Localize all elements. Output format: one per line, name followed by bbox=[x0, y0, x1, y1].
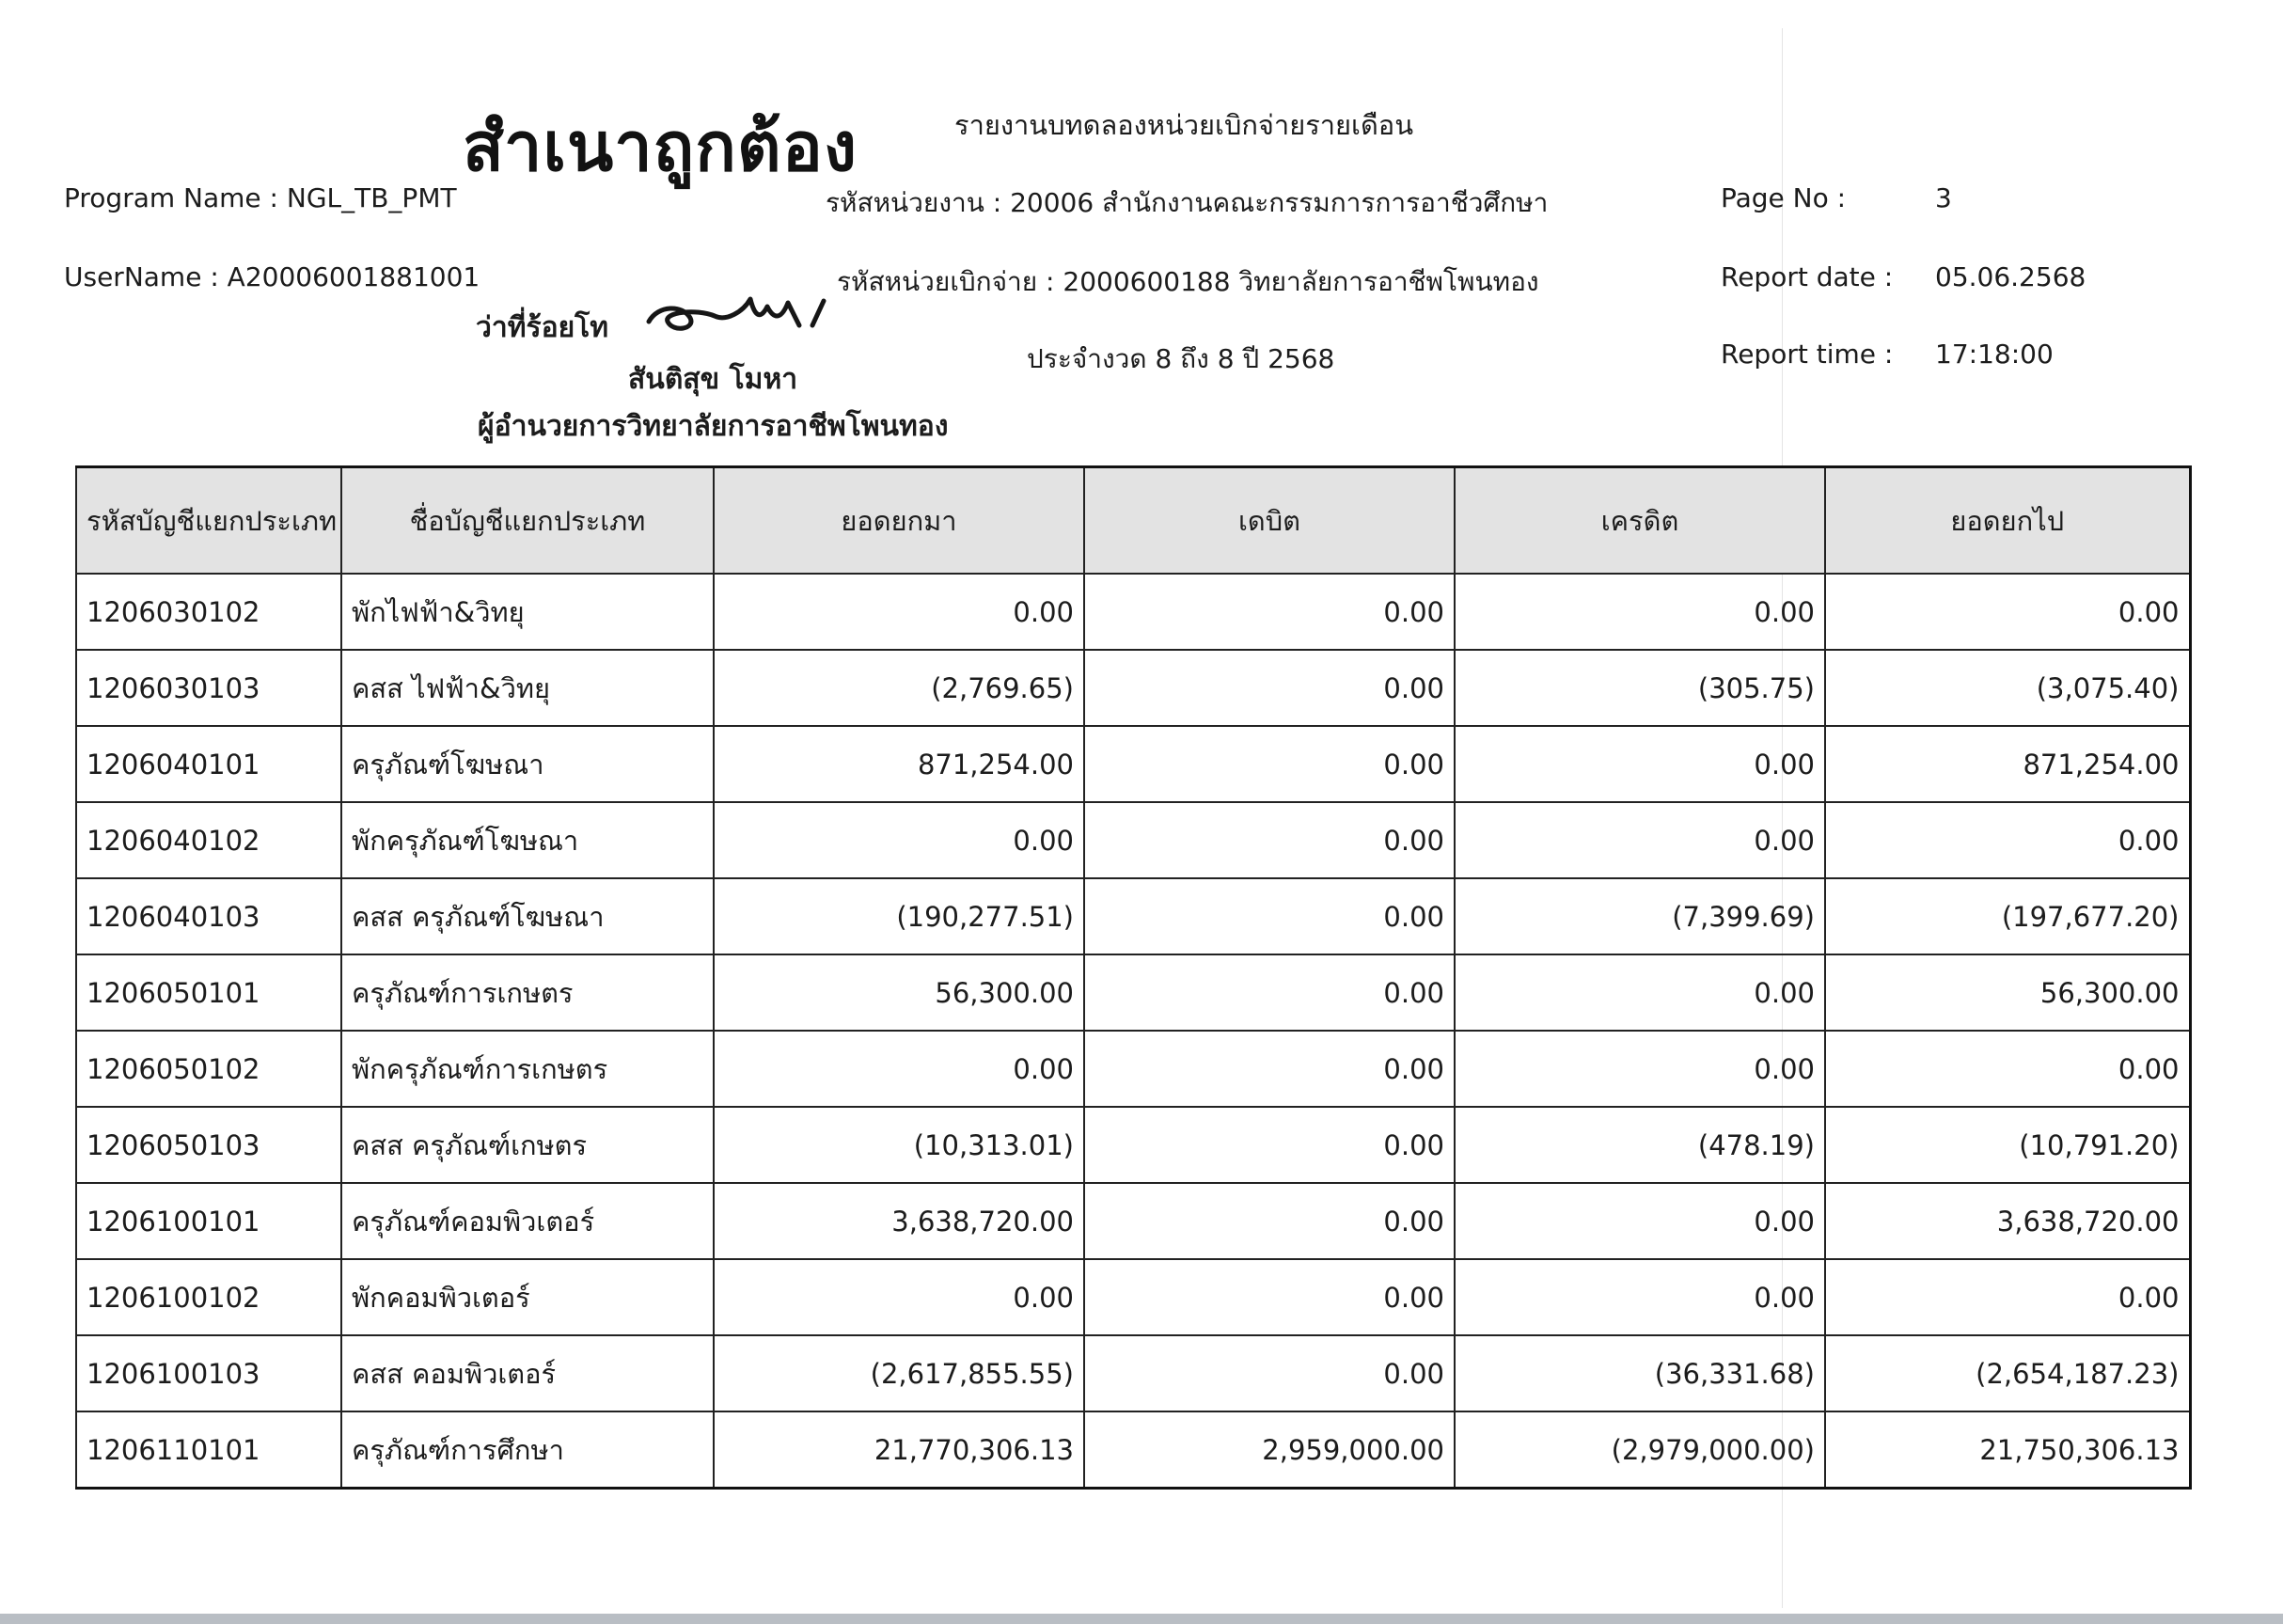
credit: 0.00 bbox=[1455, 574, 1825, 650]
scan-edge bbox=[0, 1614, 2283, 1624]
account-code: 1206100103 bbox=[76, 1335, 341, 1411]
opening-balance: (10,313.01) bbox=[714, 1107, 1084, 1183]
opening-balance: 871,254.00 bbox=[714, 726, 1084, 802]
account-code: 1206050101 bbox=[76, 954, 341, 1031]
table-row bbox=[76, 574, 2190, 650]
credit: (2,979,000.00) bbox=[1455, 1411, 1825, 1489]
column-header-opening-balance: ยอดยกมา bbox=[714, 467, 1084, 575]
debit: 0.00 bbox=[1084, 726, 1455, 802]
credit: 0.00 bbox=[1455, 1031, 1825, 1107]
debit: 0.00 bbox=[1084, 1107, 1455, 1183]
table-row bbox=[76, 650, 2190, 726]
disbursing-unit: รหัสหน่วยเบิกจ่าย : 2000600188 วิทยาลัยการอาชีพโพนทอง bbox=[837, 266, 1539, 297]
opening-balance: (2,617,855.55) bbox=[714, 1335, 1084, 1411]
closing-balance: 21,750,306.13 bbox=[1825, 1411, 2190, 1489]
opening-balance: (190,277.51) bbox=[714, 878, 1084, 954]
page-number-value: 3 bbox=[1935, 182, 1952, 213]
agency-code: รหัสหน่วยงาน : 20006 สำนักงานคณะกรรมการการอาชีวศึกษา bbox=[826, 187, 1549, 218]
opening-balance: 0.00 bbox=[714, 802, 1084, 878]
credit: 0.00 bbox=[1455, 1259, 1825, 1335]
account-code: 1206040101 bbox=[76, 726, 341, 802]
closing-balance: (10,791.20) bbox=[1825, 1107, 2190, 1183]
debit: 0.00 bbox=[1084, 650, 1455, 726]
credit: 0.00 bbox=[1455, 726, 1825, 802]
report-date-value: 05.06.2568 bbox=[1935, 261, 2086, 292]
account-name: พักครุภัณฑ์การเกษตร bbox=[341, 1031, 714, 1107]
table-row bbox=[76, 1335, 2190, 1411]
debit: 0.00 bbox=[1084, 1183, 1455, 1259]
credit: (305.75) bbox=[1455, 650, 1825, 726]
account-code: 1206100102 bbox=[76, 1259, 341, 1335]
column-header-account-name: ชื่อบัญชีแยกประเภท bbox=[341, 467, 714, 575]
report-title: รายงานบทดลองหน่วยเบิกจ่ายรายเดือน bbox=[954, 109, 1414, 141]
account-name: ครุภัณฑ์โฆษณา bbox=[341, 726, 714, 802]
opening-balance: 0.00 bbox=[714, 1259, 1084, 1335]
debit: 0.00 bbox=[1084, 1335, 1455, 1411]
column-header-credit: เครดิต bbox=[1455, 467, 1825, 575]
credit: (478.19) bbox=[1455, 1107, 1825, 1183]
report-period: ประจำงวด 8 ถึง 8 ปี 2568 bbox=[1027, 343, 1335, 374]
account-code: 1206110101 bbox=[76, 1411, 341, 1489]
closing-balance: 3,638,720.00 bbox=[1825, 1183, 2190, 1259]
closing-balance: 0.00 bbox=[1825, 802, 2190, 878]
debit: 0.00 bbox=[1084, 1031, 1455, 1107]
opening-balance: 56,300.00 bbox=[714, 954, 1084, 1031]
closing-balance: (2,654,187.23) bbox=[1825, 1335, 2190, 1411]
opening-balance: (2,769.65) bbox=[714, 650, 1084, 726]
account-code: 1206050103 bbox=[76, 1107, 341, 1183]
username: UserName : A20006001881001 bbox=[64, 261, 480, 292]
column-header-debit: เดบิต bbox=[1084, 467, 1455, 575]
account-name: พักคอมพิวเตอร์ bbox=[341, 1259, 714, 1335]
report-time-value: 17:18:00 bbox=[1935, 339, 2054, 370]
closing-balance: 0.00 bbox=[1825, 1259, 2190, 1335]
account-code: 1206030102 bbox=[76, 574, 341, 650]
closing-balance: 871,254.00 bbox=[1825, 726, 2190, 802]
closing-balance: (197,677.20) bbox=[1825, 878, 2190, 954]
account-name: คสส ครุภัณฑ์โฆษณา bbox=[341, 878, 714, 954]
debit: 0.00 bbox=[1084, 878, 1455, 954]
table-row bbox=[76, 1183, 2190, 1259]
credit: (36,331.68) bbox=[1455, 1335, 1825, 1411]
opening-balance: 0.00 bbox=[714, 574, 1084, 650]
debit: 0.00 bbox=[1084, 954, 1455, 1031]
page-number-label: Page No : bbox=[1721, 182, 1847, 213]
debit: 0.00 bbox=[1084, 802, 1455, 878]
table-row bbox=[76, 1259, 2190, 1335]
credit: 0.00 bbox=[1455, 1183, 1825, 1259]
table-row bbox=[76, 1031, 2190, 1107]
account-code: 1206030103 bbox=[76, 650, 341, 726]
certified-copy-stamp: สำเนาถูกต้อง bbox=[463, 106, 858, 186]
table-row bbox=[76, 726, 2190, 802]
closing-balance: (3,075.40) bbox=[1825, 650, 2190, 726]
closing-balance: 0.00 bbox=[1825, 1031, 2190, 1107]
credit: 0.00 bbox=[1455, 954, 1825, 1031]
account-code: 1206040103 bbox=[76, 878, 341, 954]
account-name: ครุภัณฑ์คอมพิวเตอร์ bbox=[341, 1183, 714, 1259]
credit: 0.00 bbox=[1455, 802, 1825, 878]
account-code: 1206040102 bbox=[76, 802, 341, 878]
table-header-row bbox=[76, 467, 2190, 575]
opening-balance: 0.00 bbox=[714, 1031, 1084, 1107]
signatory-name: สันติสุข โมหา bbox=[628, 363, 798, 396]
account-code: 1206100101 bbox=[76, 1183, 341, 1259]
account-name: ครุภัณฑ์การศึกษา bbox=[341, 1411, 714, 1489]
account-name: คสส คอมพิวเตอร์ bbox=[341, 1335, 714, 1411]
account-name: พักครุภัณฑ์โฆษณา bbox=[341, 802, 714, 878]
closing-balance: 56,300.00 bbox=[1825, 954, 2190, 1031]
closing-balance: 0.00 bbox=[1825, 574, 2190, 650]
trial-balance-table bbox=[75, 465, 2192, 1490]
account-name: คสส ไฟฟ้า&วิทยุ bbox=[341, 650, 714, 726]
opening-balance: 21,770,306.13 bbox=[714, 1411, 1084, 1489]
opening-balance: 3,638,720.00 bbox=[714, 1183, 1084, 1259]
debit: 2,959,000.00 bbox=[1084, 1411, 1455, 1489]
table-row bbox=[76, 1411, 2190, 1489]
account-name: คสส ครุภัณฑ์เกษตร bbox=[341, 1107, 714, 1183]
program-name: Program Name : NGL_TB_PMT bbox=[64, 182, 457, 213]
handwritten-signature bbox=[639, 284, 856, 340]
report-date-label: Report date : bbox=[1721, 261, 1894, 292]
column-header-account-code: รหัสบัญชีแยกประเภท bbox=[76, 467, 341, 575]
account-name: ครุภัณฑ์การเกษตร bbox=[341, 954, 714, 1031]
column-header-closing-balance: ยอดยกไป bbox=[1825, 467, 2190, 575]
table-row bbox=[76, 954, 2190, 1031]
credit: (7,399.69) bbox=[1455, 878, 1825, 954]
account-name: พักไฟฟ้า&วิทยุ bbox=[341, 574, 714, 650]
debit: 0.00 bbox=[1084, 574, 1455, 650]
table-row bbox=[76, 878, 2190, 954]
signatory-position: ผู้อำนวยการวิทยาลัยการอาชีพโพนทอง bbox=[478, 410, 949, 443]
table-row bbox=[76, 802, 2190, 878]
table-row bbox=[76, 1107, 2190, 1183]
signatory-rank: ว่าที่ร้อยโท bbox=[476, 311, 609, 344]
account-code: 1206050102 bbox=[76, 1031, 341, 1107]
debit: 0.00 bbox=[1084, 1259, 1455, 1335]
report-time-label: Report time : bbox=[1721, 339, 1894, 370]
